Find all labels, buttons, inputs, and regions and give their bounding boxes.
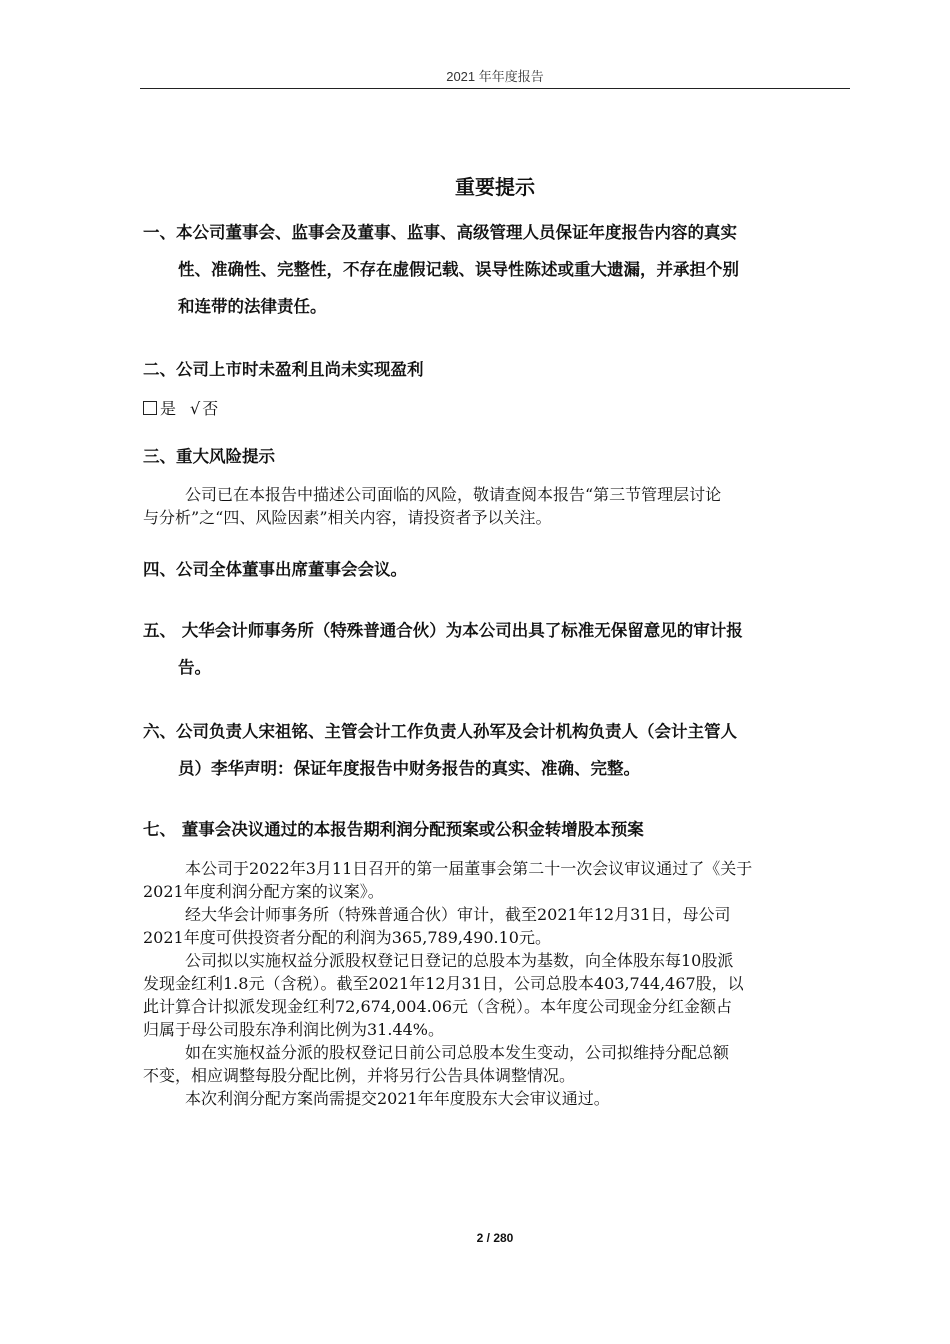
- section-2: [143, 351, 851, 388]
- section-1-line: 性、准确性、完整性，不存在虚假记载、误导性陈述或重大遗漏，并承担个别: [178, 260, 739, 279]
- option-no-label: 否: [202, 399, 219, 418]
- check-mark-icon: √: [190, 399, 201, 418]
- section-7-body-line: 2021年度可供投资者分配的利润为365,789,490.10元。: [143, 928, 551, 947]
- header-rule: [140, 88, 850, 89]
- section-7-body: [143, 857, 853, 1110]
- section-7-body-line: 如在实施权益分派的股权登记日前公司总股本发生变动，公司拟维持分配总额: [185, 1043, 730, 1062]
- section-3-body-line: 与分析”之“四、风险因素”相关内容，请投资者予以关注。: [143, 508, 552, 527]
- running-header: 2021 年年度报告: [446, 69, 544, 84]
- section-6: [143, 713, 851, 787]
- section-7-body-line: 此计算合计拟派发现金红利72,674,004.06元（含税）。本年度公司现金分红金额占: [143, 997, 733, 1016]
- section-1-line: 一、本公司董事会、监事会及董事、监事、高级管理人员保证年度报告内容的真实: [143, 223, 737, 242]
- section-6-line: 员）李华声明：保证年度报告中财务报告的真实、准确、完整。: [178, 759, 640, 778]
- section-3-heading: 三、重大风险提示: [143, 447, 275, 466]
- section-6-line: 六、公司负责人宋祖铭、主管会计工作负责人孙军及会计机构负责人（会计主管人: [143, 722, 737, 741]
- section-7-body-line: 归属于母公司股东净利润比例为31.44%。: [143, 1020, 445, 1039]
- section-1: [143, 214, 851, 325]
- section-5-line: 告。: [178, 658, 211, 677]
- section-5: [143, 612, 851, 686]
- section-7-body-line: 经大华会计师事务所（特殊普通合伙）审计，截至2021年12月31日，母公司: [185, 905, 731, 924]
- section-2-heading: 二、公司上市时未盈利且尚未实现盈利: [143, 360, 424, 379]
- section-7-body-line: 公司拟以实施权益分派股权登记日登记的总股本为基数，向全体股东每10股派: [185, 951, 734, 970]
- section-7-body-line: 2021年度利润分配方案的议案》。: [143, 882, 384, 901]
- profit-status-options: [143, 396, 218, 419]
- section-3-body-line: 公司已在本报告中描述公司面临的风险，敬请查阅本报告“第三节管理层讨论: [185, 485, 722, 504]
- page-title: 重要提示: [455, 175, 535, 199]
- option-yes-label: 是: [160, 399, 177, 418]
- section-7-body-line: 不变，相应调整每股分配比例，并将另行公告具体调整情况。: [143, 1066, 576, 1085]
- section-5-line: 五、 大华会计师事务所（特殊普通合伙）为本公司出具了标准无保留意见的审计报: [143, 621, 743, 640]
- section-3: [143, 438, 851, 475]
- section-3-body: [143, 483, 853, 529]
- section-4: [143, 551, 851, 588]
- page-number: 2 / 280: [476, 1231, 514, 1245]
- section-4-line: 四、公司全体董事出席董事会会议。: [143, 560, 407, 579]
- section-7: [143, 811, 851, 848]
- section-1-line: 和连带的法律责任。: [178, 297, 327, 316]
- section-7-body-line: 本次利润分配方案尚需提交2021年年度股东大会审议通过。: [185, 1089, 610, 1108]
- section-7-heading: 七、 董事会决议通过的本报告期利润分配预案或公积金转增股本预案: [143, 820, 644, 839]
- section-7-body-line: 发现金红利1.8元（含税）。截至2021年12月31日，公司总股本403,744,467股，以: [143, 974, 744, 993]
- section-7-body-line: 本公司于2022年3月11日召开的第一届董事会第二十一次会议审议通过了《关于: [185, 859, 753, 878]
- checkbox-empty-icon: [143, 401, 157, 415]
